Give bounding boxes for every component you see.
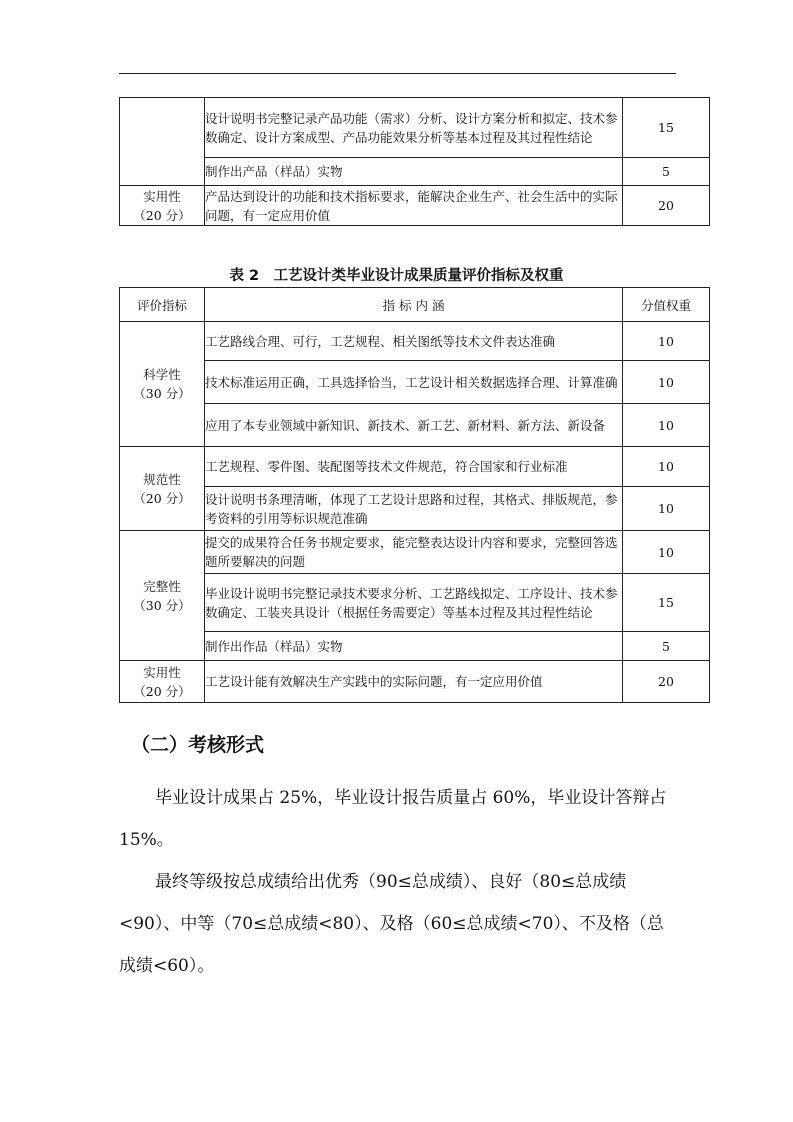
- score-cell: 15: [623, 98, 710, 158]
- content-cell: 提交的成果符合任务书规定要求，能完整表达设计内容和要求，完整回答选题所要解决的问题: [205, 531, 623, 574]
- table-row: [120, 574, 710, 632]
- table-row: [120, 661, 710, 703]
- content-cell: 设计说明书完整记录产品功能（需求）分析、设计方案分析和拟定、技术参数确定、设计方案成型、产品功能效果分析等基本过程及其过程性结论: [205, 98, 623, 158]
- score-cell: 15: [623, 574, 710, 632]
- content-cell: 毕业设计说明书完整记录技术要求分析、工艺路线拟定、工序设计、技术参数确定、工装夹具设计（根据任务需要定）等基本过程及其过程性结论: [205, 574, 623, 632]
- content-cell: 制作出产品（样品）实物: [205, 158, 623, 186]
- table2-caption: 表 2 工艺设计类毕业设计成果质量评价指标及权重: [229, 268, 564, 284]
- criterion-cell: 完整性 （30 分）: [120, 531, 205, 661]
- score-cell: 10: [623, 531, 710, 574]
- criterion-cell: 规范性 （20 分）: [120, 447, 205, 531]
- table-row: [120, 404, 710, 447]
- table-row: [120, 98, 710, 158]
- criterion-cell: 实用性 （20 分）: [120, 661, 205, 703]
- paragraph-grades: 最终等级按总成绩给出优秀（90≤总成绩）、良好（80≤总成绩<90）、中等（70≤总成绩<80）、及格（60≤总成绩<70）、不及格（总成绩<60）。: [119, 872, 664, 976]
- paragraph-weights: 毕业设计成果占 25%，毕业设计报告质量占 60%，毕业设计答辩占 15%。: [119, 788, 667, 850]
- criterion-cell: 实用性 （20 分）: [120, 186, 205, 226]
- header-score: 分值权重: [623, 288, 710, 322]
- content-cell: 制作出作品（样品）实物: [205, 632, 623, 661]
- score-cell: 10: [623, 447, 710, 487]
- score-cell: 10: [623, 404, 710, 447]
- score-cell: 10: [623, 322, 710, 361]
- content-cell: 工艺设计能有效解决生产实践中的实际问题，有一定应用价值: [205, 661, 623, 703]
- body-paragraph: [119, 777, 676, 861]
- content-cell: 工艺路线合理、可行，工艺规程、相关图纸等技术文件表达准确: [205, 322, 623, 361]
- score-cell: 5: [623, 632, 710, 661]
- table-row: [120, 447, 710, 487]
- table-row: [120, 186, 710, 226]
- score-cell: 10: [623, 487, 710, 531]
- section-heading: （二）考核形式: [131, 734, 265, 756]
- content-cell: 设计说明书条理清晰，体现了工艺设计思路和过程，其格式、排版规范，参考资料的引用等标识规范准确: [205, 487, 623, 531]
- table2: [119, 287, 710, 703]
- score-cell: 20: [623, 661, 710, 703]
- score-cell: 5: [623, 158, 710, 186]
- table-row: [120, 322, 710, 361]
- content-cell: 技术标准运用正确，工具选择恰当，工艺设计相关数据选择合理、计算准确: [205, 361, 623, 404]
- table-row: [120, 361, 710, 404]
- header-rule: [119, 73, 676, 74]
- criterion-cell: 科学性 （30 分）: [120, 322, 205, 447]
- table1-continued: [119, 97, 710, 226]
- content-cell: 应用了本专业领域中新知识、新技术、新工艺、新材料、新方法、新设备: [205, 404, 623, 447]
- content-cell: 产品达到设计的功能和技术指标要求，能解决企业生产、社会生活中的实际问题，有一定应用价值: [205, 186, 623, 226]
- body-paragraph: [119, 861, 676, 987]
- criterion-cell: [120, 98, 205, 186]
- table-row: [120, 158, 710, 186]
- header-criterion: 评价指标: [120, 288, 205, 322]
- table-row: [120, 531, 710, 574]
- content-cell: 工艺规程、零件图、装配图等技术文件规范，符合国家和行业标准: [205, 447, 623, 487]
- score-cell: 20: [623, 186, 710, 226]
- header-content: 指 标 内 涵: [205, 288, 623, 322]
- table-row: [120, 487, 710, 531]
- score-cell: 10: [623, 361, 710, 404]
- table-row: [120, 632, 710, 661]
- table-header-row: [120, 288, 710, 322]
